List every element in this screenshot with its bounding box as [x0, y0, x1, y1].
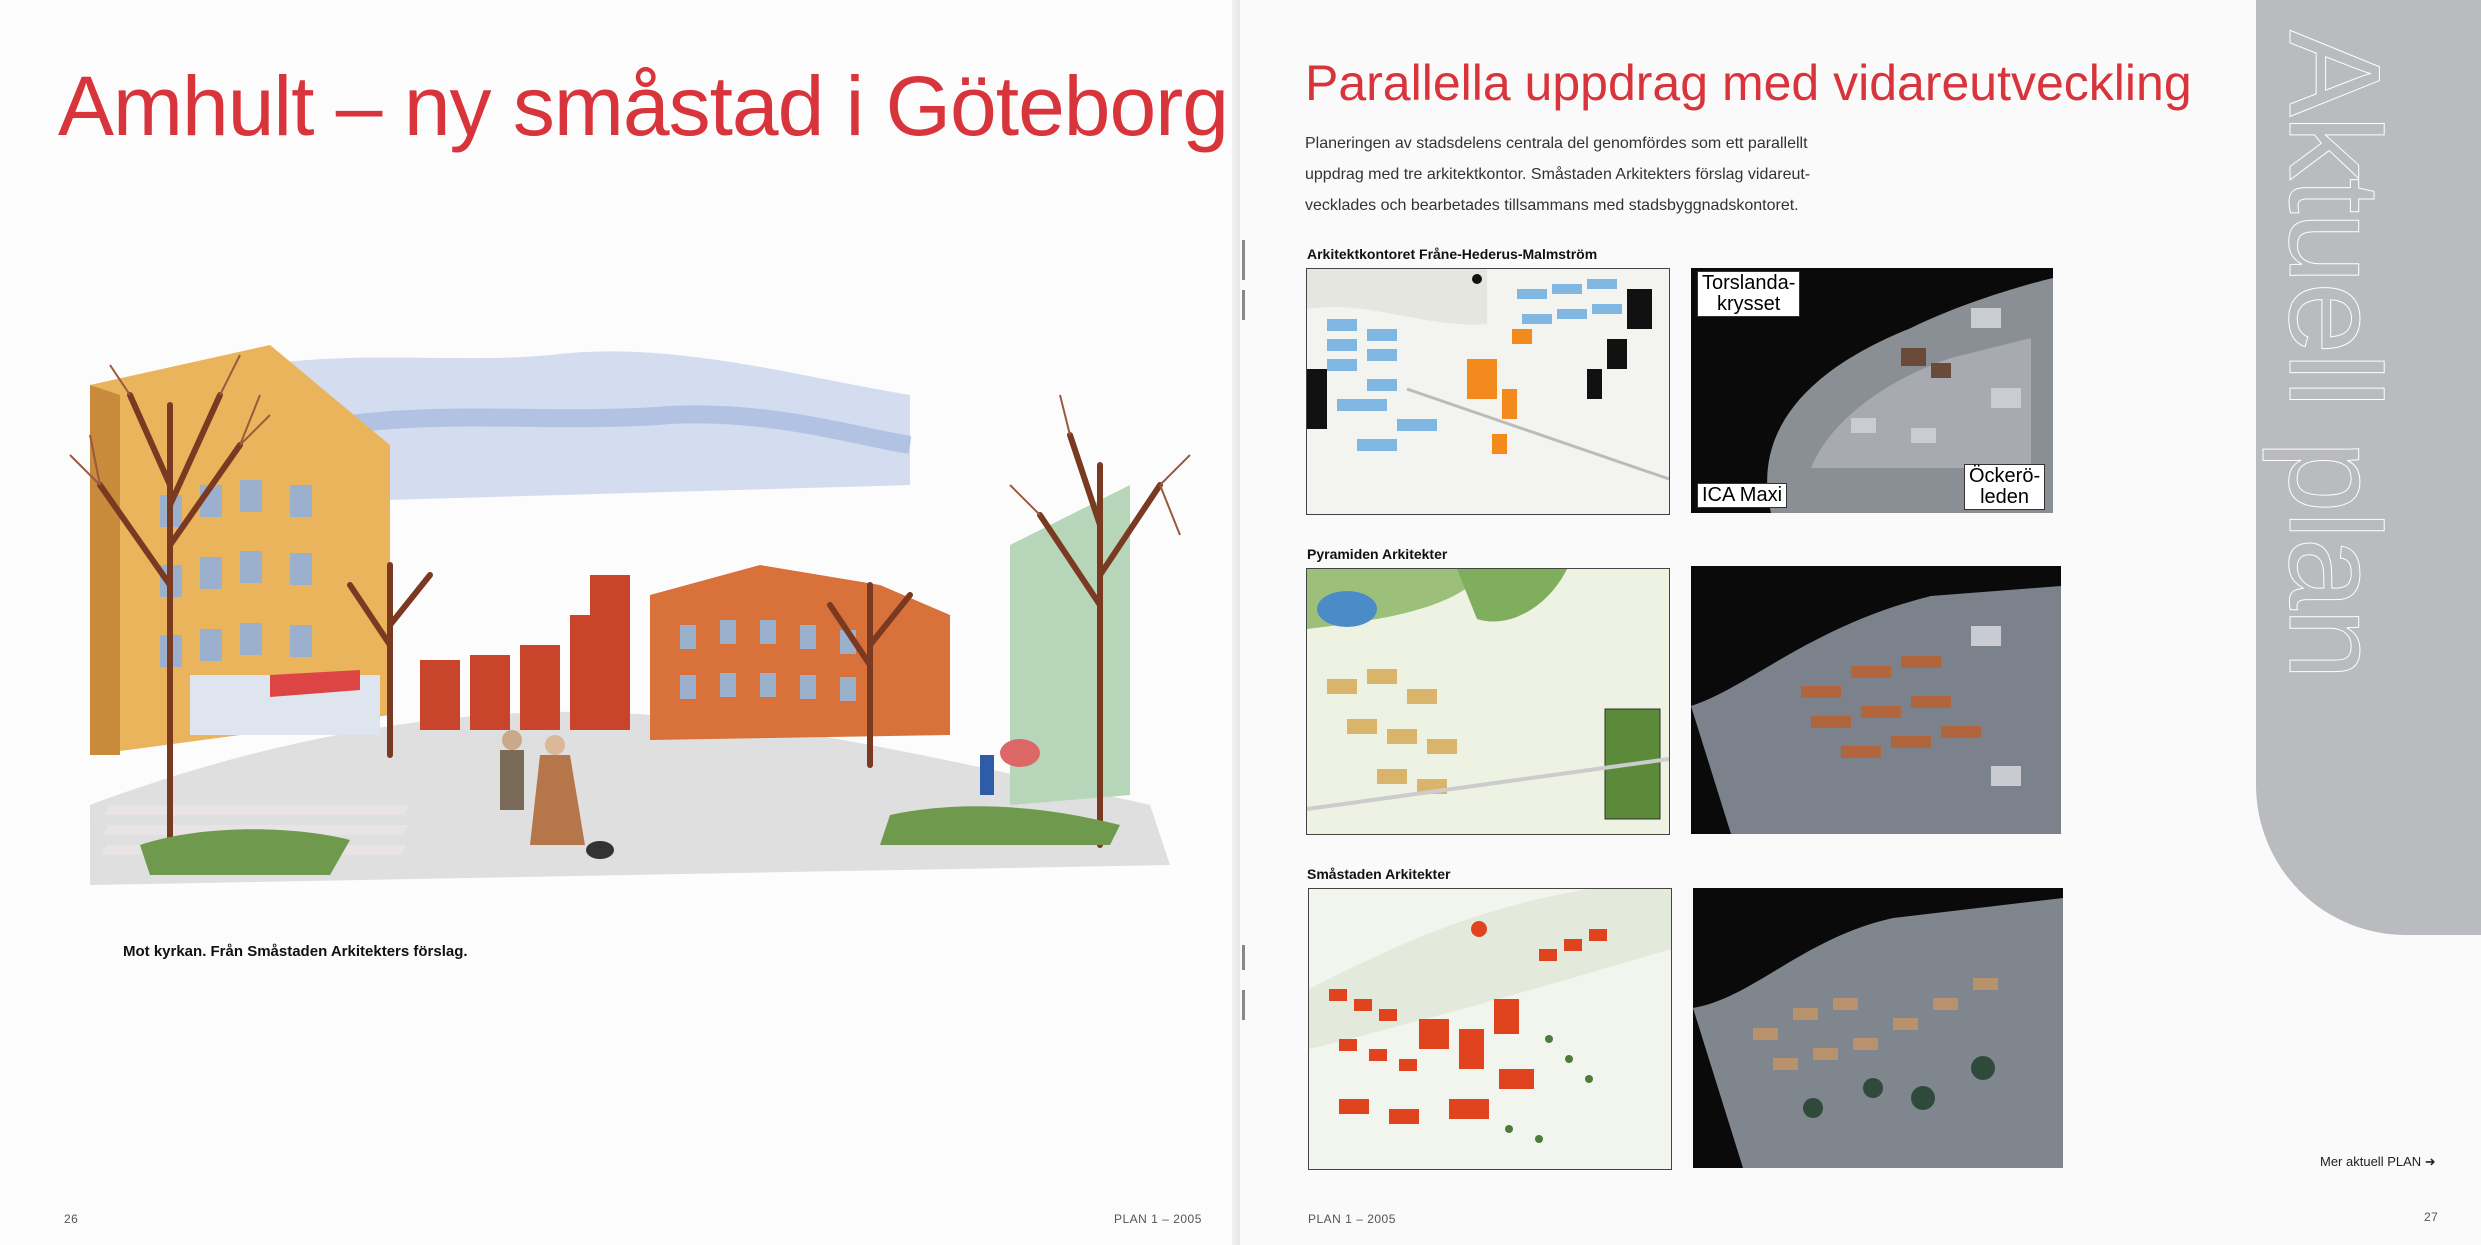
- model-label-ockero: Öckerö- leden: [1964, 464, 2045, 510]
- site-plan-1: [1306, 268, 1670, 515]
- arrow-right-icon: ➜: [2424, 1154, 2436, 1169]
- section-tab-label: Aktuell plan: [2262, 30, 2408, 679]
- page-number-right: 27: [2424, 1210, 2439, 1224]
- model-photo-2: [1691, 566, 2061, 834]
- proposal-title: Pyramiden Arkitekter: [1307, 546, 1448, 562]
- crop-mark: [1242, 990, 1245, 1020]
- intro-text: [1305, 128, 1885, 221]
- site-plan-3: [1308, 888, 1672, 1170]
- more-link-label[interactable]: Mer aktuell PLAN: [2320, 1154, 2422, 1169]
- intro-line: Planeringen av stadsdelens centrala del genomfördes som ett parallellt: [1305, 135, 1808, 152]
- model-label-ica: ICA Maxi: [1697, 483, 1787, 508]
- crop-mark: [1242, 945, 1245, 970]
- folio-left: PLAN 1 – 2005: [1114, 1212, 1202, 1226]
- page-title: Amhult – ny småstad i Göteborg: [58, 59, 1228, 153]
- page-number-left: 26: [64, 1212, 79, 1226]
- model-label-torslanda: Torslanda- krysset: [1697, 271, 1800, 317]
- section-title: Parallella uppdrag med vidareutveckling: [1305, 55, 2192, 111]
- left-page: [0, 0, 1240, 1245]
- street-illustration: [30, 285, 1215, 925]
- intro-line: uppdrag med tre arkitektkontor. Småstaden Arkitekters förslag vidareut-: [1305, 166, 1811, 183]
- illustration-caption: Mot kyrkan. Från Småstaden Arkitekters förslag.: [123, 943, 468, 960]
- more-link[interactable]: [2320, 1154, 2436, 1170]
- crop-mark: [1242, 290, 1245, 320]
- crop-mark: [1242, 240, 1245, 280]
- intro-line: vecklades och bearbetades tillsammans med stadsbyggnadskontoret.: [1305, 197, 1799, 214]
- proposal-title: Småstaden Arkitekter: [1307, 866, 1451, 882]
- model-photo-3: [1693, 888, 2063, 1168]
- proposal-title: Arkitektkontoret Fråne-Hederus-Malmström: [1307, 246, 1598, 262]
- folio-right: PLAN 1 – 2005: [1308, 1212, 1396, 1226]
- site-plan-2: [1306, 568, 1670, 835]
